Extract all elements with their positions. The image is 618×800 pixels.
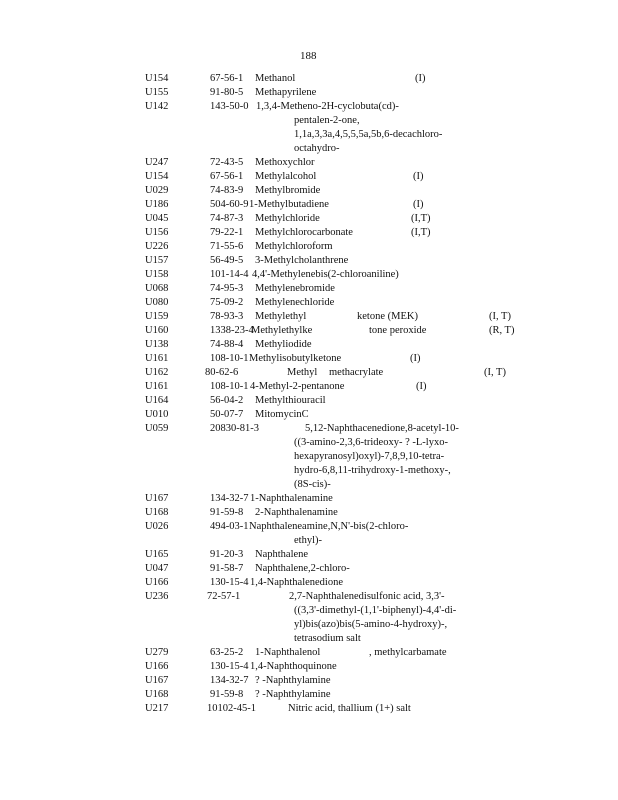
entry-row <box>0 492 618 506</box>
name-continuation: hexapyranosyl)oxyl)-7,8,9,10-tetra- <box>294 451 445 462</box>
waste-code: U010 <box>145 409 169 420</box>
waste-code: U226 <box>145 241 169 252</box>
chemical-name: Naphthaleneamine,N,N'-bis(2-chloro- <box>249 521 409 532</box>
cas-number: 80-62-6 <box>205 367 239 378</box>
entry-row <box>0 562 618 576</box>
chemical-name-part: , methylcarbamate <box>369 647 447 658</box>
chemical-name: ? -Naphthylamine <box>255 675 331 686</box>
entry-row <box>0 296 618 310</box>
chemical-name: Methylenechloride <box>255 297 335 308</box>
waste-code: U247 <box>145 157 169 168</box>
name-continuation: ((3-amino-2,3,6-trideoxy- ? -L-lyxo- <box>294 437 448 448</box>
entry-row <box>0 338 618 352</box>
cas-number: 10102-45-1 <box>207 703 256 714</box>
waste-code: U045 <box>145 213 169 224</box>
entry-row <box>0 324 618 338</box>
hazard-code: (I, T) <box>484 367 506 378</box>
cas-number: 494-03-1 <box>210 521 249 532</box>
cas-number: 91-59-8 <box>210 689 244 700</box>
waste-code: U029 <box>145 185 169 196</box>
waste-code: U154 <box>145 171 169 182</box>
waste-code: U154 <box>145 73 169 84</box>
name-continuation: 1,1a,3,3a,4,5,5,5a,5b,6-decachloro- <box>294 129 443 140</box>
entry-row <box>0 226 618 240</box>
waste-code: U161 <box>145 353 169 364</box>
chemical-name: 5,12-Naphthacenedione,8-acetyl-10- <box>305 423 459 434</box>
name-continuation: ((3,3'-dimethyl-(1,1'-biphenyl)-4,4'-di- <box>294 605 457 616</box>
waste-code: U167 <box>145 675 169 686</box>
waste-code: U026 <box>145 521 169 532</box>
name-continuation: (8S-cis)- <box>294 479 331 490</box>
cas-number: 134-32-7 <box>210 493 249 504</box>
chemical-name: 2-Naphthalenamine <box>255 507 338 518</box>
entry-row <box>0 240 618 254</box>
chemical-name: Methylchlorocarbonate <box>255 227 353 238</box>
cas-number: 72-57-1 <box>207 591 241 602</box>
chemical-name: Methylchloroform <box>255 241 333 252</box>
cas-number: 63-25-2 <box>210 647 244 658</box>
entry-row <box>0 198 618 212</box>
entry-row <box>0 254 618 268</box>
entry-row <box>0 212 618 226</box>
waste-code: U142 <box>145 101 169 112</box>
entry-row <box>0 576 618 590</box>
chemical-name: Methyliodide <box>255 339 312 350</box>
chemical-name: 4-Methyl-2-pentanone <box>250 381 345 392</box>
chemical-name: 1,4-Naphthoquinone <box>250 661 337 672</box>
chemical-name: Methylalcohol <box>255 171 317 182</box>
page-number: 188 <box>300 50 317 62</box>
cas-number: 134-32-7 <box>210 675 249 686</box>
entry-row <box>0 506 618 520</box>
waste-code: U165 <box>145 549 169 560</box>
chemical-name-part: tone peroxide <box>369 325 427 336</box>
chemical-name: Methylchloride <box>255 213 320 224</box>
name-continuation: octahydro- <box>294 143 340 154</box>
waste-code: U279 <box>145 647 169 658</box>
entry-row <box>0 688 618 702</box>
cas-number: 56-04-2 <box>210 395 244 406</box>
hazard-code: (I) <box>415 73 426 84</box>
entry-row <box>0 646 618 660</box>
entry-row <box>0 72 618 86</box>
chemical-name: 3-Methylcholanthrene <box>255 255 349 266</box>
entry-row <box>0 282 618 296</box>
hazard-code: (I, T) <box>489 311 511 322</box>
name-continuation: hydro-6,8,11-trihydroxy-1-methoxy-, <box>294 465 451 476</box>
waste-code: U217 <box>145 703 169 714</box>
waste-code: U157 <box>145 255 169 266</box>
cas-number: 75-09-2 <box>210 297 244 308</box>
chemical-name: Methylbromide <box>255 185 321 196</box>
chemical-name: Nitric acid, thallium (1+) salt <box>288 703 411 714</box>
waste-code: U164 <box>145 395 169 406</box>
chemical-name: Methylethyl <box>255 311 307 322</box>
waste-code: U162 <box>145 367 169 378</box>
name-continuation: pentalen-2-one, <box>294 115 360 126</box>
cas-number: 130-15-4 <box>210 577 249 588</box>
chemical-name-part: methacrylate <box>329 367 384 378</box>
chemical-name: Methylisobutylketone <box>249 353 342 364</box>
chemical-name: ? -Naphthylamine <box>255 689 331 700</box>
entry-row <box>0 660 618 674</box>
hazard-code: (I) <box>413 171 424 182</box>
hazard-code: (I) <box>410 353 421 364</box>
entry-row <box>0 310 618 324</box>
name-continuation: yl)bis(azo)bis(5-amino-4-hydroxy)-, <box>294 619 448 630</box>
hazard-code: (I) <box>413 199 424 210</box>
cas-number: 67-56-1 <box>210 171 244 182</box>
entry-row <box>0 184 618 198</box>
chemical-name: 2,7-Naphthalenedisulfonic acid, 3,3'- <box>289 591 445 602</box>
chemical-name: 1,3,4-Metheno-2H-cyclobuta(cd)- <box>256 101 399 112</box>
waste-code: U156 <box>145 227 169 238</box>
waste-code: U186 <box>145 199 169 210</box>
waste-code: U166 <box>145 577 169 588</box>
waste-code: U236 <box>145 591 169 602</box>
chemical-name: Methoxychlor <box>255 157 315 168</box>
chemical-name: Methylenebromide <box>255 283 335 294</box>
entry-row <box>0 170 618 184</box>
chemical-name: Methapyrilene <box>255 87 317 98</box>
chemical-name: Naphthalene <box>255 549 309 560</box>
entry-row <box>0 100 618 114</box>
entry-row <box>0 352 618 366</box>
chemical-name: Methylthiouracil <box>255 395 326 406</box>
entry-row <box>0 380 618 394</box>
cas-number: 50-07-7 <box>210 409 244 420</box>
cas-number: 91-20-3 <box>210 549 244 560</box>
hazard-code: (I,T) <box>411 213 431 224</box>
waste-code: U160 <box>145 325 169 336</box>
entry-row <box>0 422 618 436</box>
waste-code: U168 <box>145 507 169 518</box>
cas-number: 143-50-0 <box>210 101 249 112</box>
chemical-name: Naphthalene,2-chloro- <box>255 563 350 574</box>
cas-number: 20830-81-3 <box>210 423 259 434</box>
cas-number: 1338-23-4 <box>210 325 254 336</box>
cas-number: 108-10-1 <box>210 353 249 364</box>
waste-code: U167 <box>145 493 169 504</box>
cas-number: 101-14-4 <box>210 269 249 280</box>
entry-row <box>0 156 618 170</box>
cas-number: 74-88-4 <box>210 339 244 350</box>
chemical-name: 1-Naphthalenol <box>255 647 321 658</box>
chemical-name-part: ketone (MEK) <box>357 311 418 322</box>
cas-number: 71-55-6 <box>210 241 244 252</box>
cas-number: 91-80-5 <box>210 87 244 98</box>
cas-number: 91-59-8 <box>210 507 244 518</box>
cas-number: 74-83-9 <box>210 185 244 196</box>
hazard-code: (R, T) <box>489 325 515 336</box>
entry-row <box>0 366 618 380</box>
cas-number: 67-56-1 <box>210 73 244 84</box>
cas-number: 74-95-3 <box>210 283 244 294</box>
chemical-name: Methyl <box>287 367 318 378</box>
chemical-name: 4,4'-Methylenebis(2-chloroaniline) <box>252 269 399 280</box>
chemical-name: 1,4-Naphthalenedione <box>250 577 344 588</box>
entry-row <box>0 702 618 716</box>
waste-code: U047 <box>145 563 169 574</box>
cas-number: 78-93-3 <box>210 311 244 322</box>
waste-code: U155 <box>145 87 169 98</box>
cas-number: 74-87-3 <box>210 213 244 224</box>
entry-row <box>0 408 618 422</box>
waste-code: U166 <box>145 661 169 672</box>
chemical-name: MitomycinC <box>255 409 309 420</box>
entry-row <box>0 590 618 604</box>
waste-code: U059 <box>145 423 169 434</box>
waste-code: U159 <box>145 311 169 322</box>
cas-number: 56-49-5 <box>210 255 244 266</box>
waste-code: U161 <box>145 381 169 392</box>
hazard-code: (I,T) <box>411 227 431 238</box>
chemical-name: Methanol <box>255 73 296 84</box>
name-continuation: tetrasodium salt <box>294 633 361 644</box>
chemical-name: 1-Naphthalenamine <box>250 493 333 504</box>
waste-code: U168 <box>145 689 169 700</box>
waste-code: U068 <box>145 283 169 294</box>
entry-row <box>0 520 618 534</box>
entry-row <box>0 394 618 408</box>
cas-number: 79-22-1 <box>210 227 244 238</box>
cas-number: 130-15-4 <box>210 661 249 672</box>
waste-code: U138 <box>145 339 169 350</box>
entry-row <box>0 86 618 100</box>
entry-row <box>0 268 618 282</box>
waste-code: U158 <box>145 269 169 280</box>
hazard-code: (I) <box>416 381 427 392</box>
cas-number: 72-43-5 <box>210 157 244 168</box>
chemical-name: Methylethylke <box>251 325 313 336</box>
entry-row <box>0 674 618 688</box>
cas-number: 91-58-7 <box>210 563 244 574</box>
cas-number: 504-60-9 <box>210 199 249 210</box>
name-continuation: ethyl)- <box>294 535 322 546</box>
entry-row <box>0 548 618 562</box>
chemical-name: 1-Methylbutadiene <box>249 199 329 210</box>
waste-code: U080 <box>145 297 169 308</box>
cas-number: 108-10-1 <box>210 381 249 392</box>
